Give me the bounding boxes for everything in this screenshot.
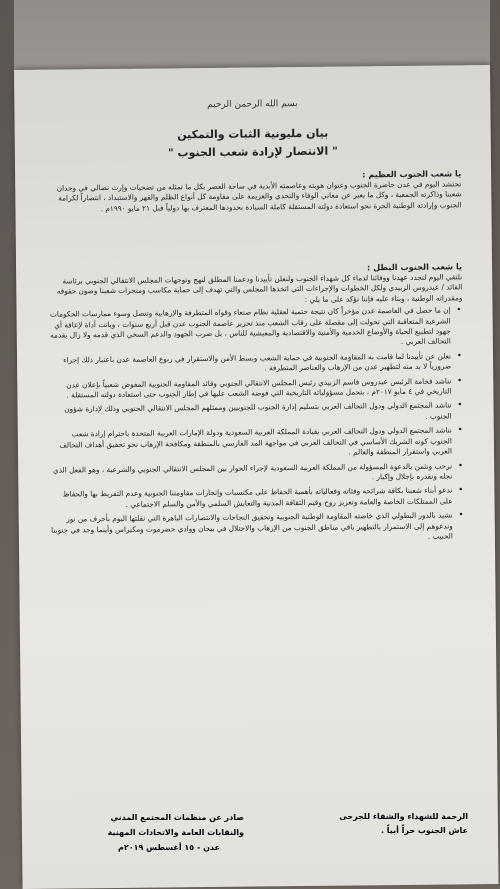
issuer-block [94,810,244,855]
points-list [47,306,465,546]
document-page [14,65,499,889]
second-paragraph: نلتقي اليوم لنجدد عهدنا ووفائنا لدماء كل شهداء الجنوب ولنعلن تأييدنا ودعمنا المطلق لنهج وتوجهات المجلس الانتقالي الجنوبي برئاسة القائد / عيدروس الزبيدي ولكل الخطوات والإجراءات التي اتخذها المجلس والتي تهدف إلى حماية مكاسب ومنجزات شعبنا وصون حقوقه ومقدراته الوطنية ، وبناء عليه فإننا نؤكد على ما يلي : [56,272,463,304]
point-item: • ندعو أبناء شعبنا بكافة شرائحه وفئاته وفعالياته بأهمية الحفاظ على مكتسبات وإنجازات مقاومتنا الجنوبية وعدم التفريط بها والحفاظ على الممتلكات الخاصة والعامة وتعزيز روح وقيم الثقافة المدنية والتعايش السلمي والأمن والسلم الاجتماعي . [48,486,452,511]
point-item: • نرحب ونثمن بالدعوة المسؤولة من المملكة العربية السعودية لإجراء الحوار بين المجلس الانتقالي الجنوبي والشرعية ، وهو الفعل الذي نجله ونقدره بإجلال وإكبار . [48,461,452,486]
issue-date: عدن - ١٥ أغسطس ٢٠١٩م [117,843,220,852]
document-body [43,0,468,889]
document-title: بيان مليونية الثبات والتمكين [177,126,329,142]
intro-paragraph: تحتشد اليوم في عدن حاضرة الجنوب وعنوان هويته وعاصمته الأبدية في ساحة العصر بكل ما تمثله من تضحيات وإرث نضالي في وجدان شعبنا وذاكرته الجمعية ، وكل ما يعبر عن معاني الوفاء والتحدي والعزيمة على مقاومة كل أنواع الظلم والقهر والاستبداد ، انتصاراً لكرامة الجنوب وإرادته الوطنية الحرة نحو استعادة دولته المستقلة كاملة السيادة بحدودها المعترف بها دولياً قبل ٢١ مايو ١٩٩٠م . [56,179,462,213]
intro-section [45,167,461,215]
basmala-heading: بسم الله الرحمن الرحيم [207,99,298,110]
closing-block [278,810,468,838]
document-subtitle: " الانتصار لإرادة شعب الجنوب " [167,144,338,160]
point-item: • نناشد المجتمع الدولي ودول التحالف العربي بقيادة المملكة العربية السعودية ودولة الإمارات العربية المتحدة باحترام إرادة شعب الجنوب كونه الشريك الأساسي في التحالف العربي في مواجهة المد الفارسي بالمنطقة ومكافحة الإرهاب نحو تحقيق أهداف التحالف العربي واستقرار المنطقة والعالم . [48,426,452,461]
salutation-world: يا شعب الجنوب العظيم : [362,168,462,180]
point-item: • نناشد فخامة الرئيس عيدروس قاسم الزبيدي رئيس المجلس الانتقالي الجنوبي وقائد المقاومة الجنوبية المفوض شعبياً بإعلان عدن التاريخي في ٤ مايو ٢٠١٧م ، بتحمل مسؤولياته التاريخية التي فوضه الشعب عليها في إطار الجنوب حتى استعادة دولته المستقلة . [47,376,451,401]
second-section [46,260,465,550]
closing-mercy: الرحمة للشهداء والشفاء للجرحى [339,812,468,821]
issuer-line-2: والنقابات العامة والاتحادات المهنية [107,828,244,837]
salutation-hero: يا شعب الجنوب البطل : [366,261,463,273]
point-item: • نعلن عن تأييدنا لما قامت به المقاومة الجنوبية في حماية الشعب وبسط الأمن والاستقرار في ربوع العاصمة عدن باعتبار ذلك إجراء ضرورياً لا بد منه لتطهير عدن من الإرهاب والعناصر المتطرفة . [47,351,451,376]
closing-free: عاش الجنوب حراً أبياً . [380,826,468,835]
point-item: • إن ما حصل في العاصمة عدن مؤخراً كان نتيجة حتمية لعقلية نظام صنعاء وقواه المتطرفة والإرهابية وتنصل وسوء ممارسات الحكومات الشرعية المتعاقبة التي تحولت إلى مقصلة على رقاب الشعب منذ تحرير عاصمة الجنوب عدن قبل أربع سنوات ، وباتت أداة لإعاقة أي جهود لتطبيع الحياة والأوضاع الخدمية والأمنية والاقتصادية والمعيشية للناس ، بل ضرب الجهود والدعم السخي الذي قدمه ولا زال يقدمه التحالف العربي . [47,306,451,352]
issuer-line-1: صادر عن منظمات المجتمع المدني [110,813,244,822]
point-item: • نشيد بالدور البطولي الذي خاضته المقاومة الوطنية الجنوبية وتحقيق النجاحات والانتصارات الباهرة التي نقلتها اليوم بأحرف من نور وندعوهم إلى الاستمرار بالتطهير باقي مناطق الجنوب من الإرهاب والاحتلال في بيحان ووادي حضرموت ومكيراس وأينما وجد في جنوبنا الحبيب . [49,511,453,546]
point-item: • نناشد المجتمع الدولي ودول التحالف العربي بتسليم إدارة الجنوب للجنوبيين وممثلهم المجلس الانتقالي الجنوبي وذلك لإدارة شؤون الجنوب . [48,401,452,426]
